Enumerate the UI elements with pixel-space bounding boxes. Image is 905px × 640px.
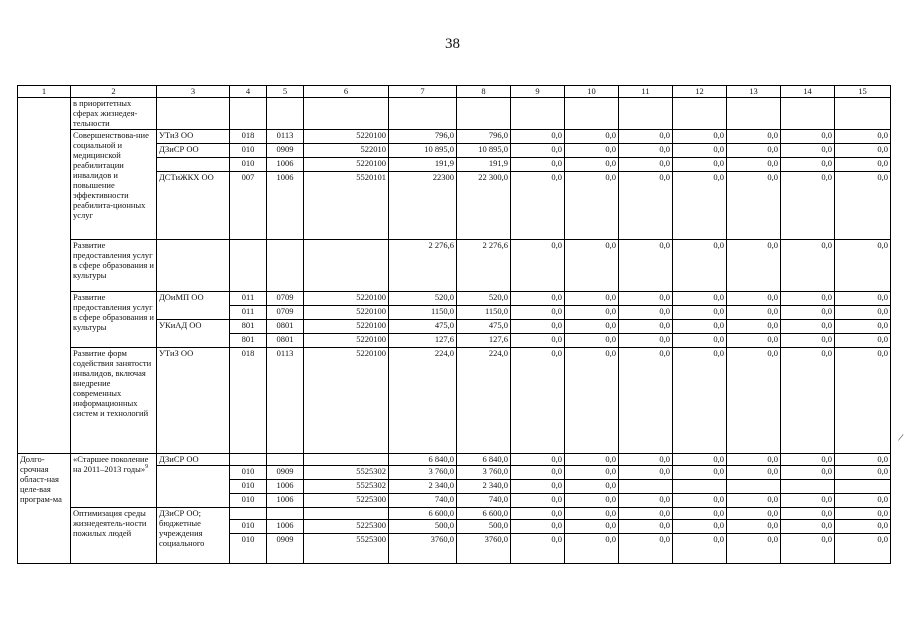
header-cell: 10	[565, 86, 619, 98]
amount-cell: 2 340,0	[389, 480, 457, 494]
code-cell: 5220100	[304, 130, 389, 144]
header-cell: 1	[18, 86, 71, 98]
amount-cell: 2 340,0	[457, 480, 511, 494]
amount-cell: 2 276,6	[389, 240, 457, 292]
code-cell: 010	[230, 466, 267, 480]
code-cell: 007	[230, 172, 267, 240]
value-cell: 0,0	[781, 508, 835, 520]
code-cell: 5220100	[304, 292, 389, 306]
value-cell: 0,0	[781, 320, 835, 334]
header-cell: 9	[511, 86, 565, 98]
value-cell: 0,0	[565, 348, 619, 454]
code-cell: 0113	[267, 130, 304, 144]
value-cell: 0,0	[673, 306, 727, 320]
header-cell: 7	[389, 86, 457, 98]
header-row	[18, 86, 891, 98]
code-cell: 0909	[267, 144, 304, 158]
amount-cell: 3760,0	[457, 534, 511, 564]
value-cell: 0,0	[565, 240, 619, 292]
value-cell: 0,0	[673, 508, 727, 520]
amount-cell: 500,0	[389, 520, 457, 534]
value-cell: 0,0	[619, 520, 673, 534]
amount-cell: 224,0	[457, 348, 511, 454]
value-cell	[781, 480, 835, 494]
footnote-mark: 9	[145, 464, 149, 471]
table-row	[18, 348, 891, 454]
amount-cell: 740,0	[457, 494, 511, 508]
value-cell: 0,0	[781, 334, 835, 348]
value-cell: 0,0	[511, 334, 565, 348]
value-cell: 0,0	[781, 240, 835, 292]
code-cell: 5225300	[304, 494, 389, 508]
value-cell: 0,0	[727, 534, 781, 564]
value-cell: 0,0	[673, 494, 727, 508]
code-cell: 5520101	[304, 172, 389, 240]
code-cell: 0909	[267, 466, 304, 480]
value-cell: 0,0	[619, 320, 673, 334]
header-cell: 6	[304, 86, 389, 98]
amount-cell: 10 895,0	[457, 144, 511, 158]
code-cell: 5525302	[304, 480, 389, 494]
code-cell	[304, 240, 389, 292]
value-cell: 0,0	[835, 158, 891, 172]
value-cell: 0,0	[511, 508, 565, 520]
amount-cell: 6 600,0	[389, 508, 457, 520]
admin-cell: ДЗиСР ОО	[157, 144, 230, 158]
value-cell: 0,0	[511, 240, 565, 292]
value-cell: 0,0	[619, 494, 673, 508]
value-cell: 0,0	[619, 292, 673, 306]
value-cell: 0,0	[511, 130, 565, 144]
value-cell: 0,0	[511, 158, 565, 172]
code-cell: 018	[230, 130, 267, 144]
admin-cell	[157, 240, 230, 292]
value-cell: 0,0	[727, 494, 781, 508]
empty-cell	[157, 98, 230, 130]
table-row	[18, 508, 891, 520]
code-cell: 010	[230, 144, 267, 158]
table-row	[18, 454, 891, 466]
admin-cell: ДЗиСР ОО; бюджетные учреждения социального	[157, 508, 230, 564]
header-cell: 15	[835, 86, 891, 98]
code-cell: 1006	[267, 480, 304, 494]
empty-cell	[230, 98, 267, 130]
header-cell: 11	[619, 86, 673, 98]
code-cell	[267, 508, 304, 520]
value-cell	[835, 480, 891, 494]
amount-cell: 6 840,0	[389, 454, 457, 466]
empty-cell	[727, 98, 781, 130]
empty-cell	[389, 98, 457, 130]
amount-cell: 475,0	[389, 320, 457, 334]
empty-cell	[781, 98, 835, 130]
header-cell: 5	[267, 86, 304, 98]
amount-cell: 796,0	[457, 130, 511, 144]
code-cell: 0709	[267, 292, 304, 306]
event-name-cell: в приоритетных сферах жизнедея-тельности	[71, 98, 157, 130]
value-cell: 0,0	[835, 292, 891, 306]
value-cell: 0,0	[619, 130, 673, 144]
code-cell: 5220100	[304, 306, 389, 320]
code-cell: 1006	[267, 158, 304, 172]
code-cell: 5220100	[304, 158, 389, 172]
value-cell: 0,0	[673, 466, 727, 480]
value-cell: 0,0	[565, 158, 619, 172]
page-number: 38	[445, 36, 460, 52]
value-cell: 0,0	[835, 494, 891, 508]
header-cell: 2	[71, 86, 157, 98]
code-cell: 5220100	[304, 348, 389, 454]
value-cell: 0,0	[673, 348, 727, 454]
value-cell: 0,0	[565, 130, 619, 144]
value-cell: 0,0	[673, 292, 727, 306]
value-cell: 0,0	[835, 534, 891, 564]
admin-cell: ДОиМП ОО	[157, 292, 230, 320]
code-cell: 1006	[267, 494, 304, 508]
value-cell: 0,0	[673, 158, 727, 172]
value-cell: 0,0	[511, 494, 565, 508]
amount-cell: 796,0	[389, 130, 457, 144]
empty-cell	[835, 98, 891, 130]
value-cell: 0,0	[511, 172, 565, 240]
value-cell: 0,0	[781, 348, 835, 454]
code-cell: 010	[230, 494, 267, 508]
value-cell: 0,0	[781, 466, 835, 480]
value-cell: 0,0	[835, 508, 891, 520]
admin-cell: УТиЗ ОО	[157, 348, 230, 454]
value-cell	[673, 480, 727, 494]
value-cell: 0,0	[511, 534, 565, 564]
code-cell: 5225300	[304, 520, 389, 534]
amount-cell: 191,9	[389, 158, 457, 172]
stray-mark: /	[897, 431, 905, 445]
amount-cell: 2 276,6	[457, 240, 511, 292]
value-cell: 0,0	[727, 520, 781, 534]
value-cell: 0,0	[835, 466, 891, 480]
value-cell: 0,0	[619, 508, 673, 520]
code-cell: 0113	[267, 348, 304, 454]
admin-cell	[157, 158, 230, 172]
value-cell: 0,0	[727, 320, 781, 334]
value-cell: 0,0	[565, 292, 619, 306]
value-cell: 0,0	[727, 144, 781, 158]
value-cell: 0,0	[835, 334, 891, 348]
code-cell: 010	[230, 534, 267, 564]
value-cell: 0,0	[619, 158, 673, 172]
amount-cell: 520,0	[389, 292, 457, 306]
code-cell: 011	[230, 292, 267, 306]
header-cell: 13	[727, 86, 781, 98]
empty-cell	[619, 98, 673, 130]
code-cell: 010	[230, 480, 267, 494]
value-cell: 0,0	[511, 520, 565, 534]
admin-cell: УКиАД ОО	[157, 320, 230, 348]
empty-cell	[511, 98, 565, 130]
code-cell	[230, 240, 267, 292]
value-cell: 0,0	[727, 466, 781, 480]
header-cell: 12	[673, 86, 727, 98]
value-cell: 0,0	[781, 534, 835, 564]
value-cell: 0,0	[565, 454, 619, 466]
value-cell: 0,0	[565, 508, 619, 520]
value-cell: 0,0	[835, 454, 891, 466]
value-cell: 0,0	[727, 130, 781, 144]
value-cell: 0,0	[565, 334, 619, 348]
value-cell: 0,0	[619, 240, 673, 292]
value-cell: 0,0	[727, 158, 781, 172]
value-cell: 0,0	[835, 130, 891, 144]
value-cell: 0,0	[781, 306, 835, 320]
value-cell: 0,0	[565, 320, 619, 334]
value-cell: 0,0	[565, 480, 619, 494]
amount-cell: 224,0	[389, 348, 457, 454]
admin-cell: ДЗиСР ОО	[157, 454, 230, 466]
code-cell: 0909	[267, 534, 304, 564]
value-cell: 0,0	[727, 292, 781, 306]
value-cell: 0,0	[835, 348, 891, 454]
value-cell: 0,0	[727, 348, 781, 454]
value-cell: 0,0	[511, 320, 565, 334]
value-cell: 0,0	[619, 454, 673, 466]
value-cell: 0,0	[511, 348, 565, 454]
table-row	[18, 98, 891, 130]
value-cell: 0,0	[781, 494, 835, 508]
code-cell	[230, 508, 267, 520]
code-cell: 801	[230, 334, 267, 348]
code-cell: 5525302	[304, 466, 389, 480]
value-cell: 0,0	[565, 172, 619, 240]
value-cell	[619, 480, 673, 494]
code-cell	[267, 454, 304, 466]
value-cell: 0,0	[781, 158, 835, 172]
amount-cell: 191,9	[457, 158, 511, 172]
value-cell: 0,0	[619, 306, 673, 320]
value-cell	[727, 480, 781, 494]
code-cell: 0801	[267, 320, 304, 334]
event-name-cell: Развитие форм содействия занятости инвалидов, включая внедрение современных информационных систем и технологий	[71, 348, 157, 454]
admin-cell: УТиЗ ОО	[157, 130, 230, 144]
code-cell: 0801	[267, 334, 304, 348]
empty-cell	[565, 98, 619, 130]
amount-cell: 500,0	[457, 520, 511, 534]
budget-table	[17, 85, 891, 564]
amount-cell: 475,0	[457, 320, 511, 334]
code-cell: 011	[230, 306, 267, 320]
amount-cell: 127,6	[389, 334, 457, 348]
code-cell: 1006	[267, 172, 304, 240]
code-cell: 0709	[267, 306, 304, 320]
value-cell: 0,0	[781, 520, 835, 534]
value-cell: 0,0	[511, 292, 565, 306]
value-cell: 0,0	[511, 466, 565, 480]
amount-cell: 127,6	[457, 334, 511, 348]
admin-cell: ДСТиЖКХ ОО	[157, 172, 230, 240]
value-cell: 0,0	[619, 466, 673, 480]
value-cell: 0,0	[511, 306, 565, 320]
program-name-cell: Долго-срочная област-ная целе-вая програм-ма	[18, 454, 71, 564]
value-cell: 0,0	[781, 144, 835, 158]
empty-cell	[304, 98, 389, 130]
amount-cell: 6 600,0	[457, 508, 511, 520]
value-cell: 0,0	[673, 334, 727, 348]
header-cell: 14	[781, 86, 835, 98]
value-cell: 0,0	[565, 466, 619, 480]
value-cell: 0,0	[619, 534, 673, 564]
table-row	[18, 130, 891, 144]
value-cell: 0,0	[673, 534, 727, 564]
value-cell: 0,0	[673, 454, 727, 466]
amount-cell: 1150,0	[457, 306, 511, 320]
amount-cell: 22300	[389, 172, 457, 240]
amount-cell: 3 760,0	[389, 466, 457, 480]
code-cell: 522010	[304, 144, 389, 158]
value-cell: 0,0	[565, 534, 619, 564]
value-cell: 0,0	[565, 306, 619, 320]
value-cell: 0,0	[835, 144, 891, 158]
amount-cell: 10 895,0	[389, 144, 457, 158]
value-cell: 0,0	[673, 320, 727, 334]
code-cell: 1006	[267, 520, 304, 534]
event-name-cell: Развитие предоставления услуг в сфере образования и культуры	[71, 240, 157, 292]
code-cell: 018	[230, 348, 267, 454]
code-cell: 801	[230, 320, 267, 334]
empty-cell	[673, 98, 727, 130]
amount-cell: 6 840,0	[457, 454, 511, 466]
value-cell: 0,0	[511, 480, 565, 494]
value-cell: 0,0	[673, 240, 727, 292]
value-cell: 0,0	[835, 520, 891, 534]
program-cell	[18, 98, 71, 454]
code-cell	[267, 240, 304, 292]
code-cell	[304, 454, 389, 466]
event-name-cell: Совершенствова-ние социальной и медицинской реабилитации инвалидов и повышение эффективности реабилита-ционных услуг	[71, 130, 157, 240]
code-cell	[230, 454, 267, 466]
value-cell: 0,0	[565, 494, 619, 508]
value-cell: 0,0	[565, 144, 619, 158]
value-cell: 0,0	[673, 172, 727, 240]
value-cell: 0,0	[673, 520, 727, 534]
value-cell: 0,0	[619, 144, 673, 158]
amount-cell: 22 300,0	[457, 172, 511, 240]
value-cell: 0,0	[673, 130, 727, 144]
code-cell: 010	[230, 158, 267, 172]
header-cell: 4	[230, 86, 267, 98]
event-name-cell: «Старшее поколение на 2011–2013 годы»$^9$	[71, 454, 157, 508]
value-cell: 0,0	[835, 320, 891, 334]
value-cell: 0,0	[781, 454, 835, 466]
event-name-cell: Оптимизация среды жизнедеятель-ности пожилых людей	[71, 508, 157, 564]
value-cell: 0,0	[781, 172, 835, 240]
empty-cell	[457, 98, 511, 130]
admin-cell	[157, 466, 230, 508]
value-cell: 0,0	[727, 306, 781, 320]
code-cell	[304, 508, 389, 520]
header-cell: 3	[157, 86, 230, 98]
amount-cell: 3 760,0	[457, 466, 511, 480]
value-cell: 0,0	[781, 292, 835, 306]
value-cell: 0,0	[673, 144, 727, 158]
header-cell: 8	[457, 86, 511, 98]
value-cell: 0,0	[835, 306, 891, 320]
value-cell: 0,0	[565, 520, 619, 534]
amount-cell: 740,0	[389, 494, 457, 508]
amount-cell: 1150,0	[389, 306, 457, 320]
value-cell: 0,0	[727, 508, 781, 520]
value-cell: 0,0	[835, 240, 891, 292]
empty-cell	[267, 98, 304, 130]
table-row	[18, 292, 891, 306]
amount-cell: 520,0	[457, 292, 511, 306]
code-cell: 5220100	[304, 320, 389, 334]
value-cell: 0,0	[619, 172, 673, 240]
value-cell: 0,0	[619, 334, 673, 348]
amount-cell: 3760,0	[389, 534, 457, 564]
value-cell: 0,0	[619, 348, 673, 454]
code-cell: 5220100	[304, 334, 389, 348]
value-cell: 0,0	[835, 172, 891, 240]
code-cell: 5525300	[304, 534, 389, 564]
value-cell: 0,0	[727, 334, 781, 348]
value-cell: 0,0	[727, 240, 781, 292]
value-cell: 0,0	[727, 172, 781, 240]
value-cell: 0,0	[781, 130, 835, 144]
value-cell: 0,0	[727, 454, 781, 466]
value-cell: 0,0	[511, 144, 565, 158]
value-cell: 0,0	[511, 454, 565, 466]
table-row	[18, 240, 891, 292]
event-name-cell: Развитие предоставления услуг в сфере образования и культуры	[71, 292, 157, 348]
code-cell: 010	[230, 520, 267, 534]
